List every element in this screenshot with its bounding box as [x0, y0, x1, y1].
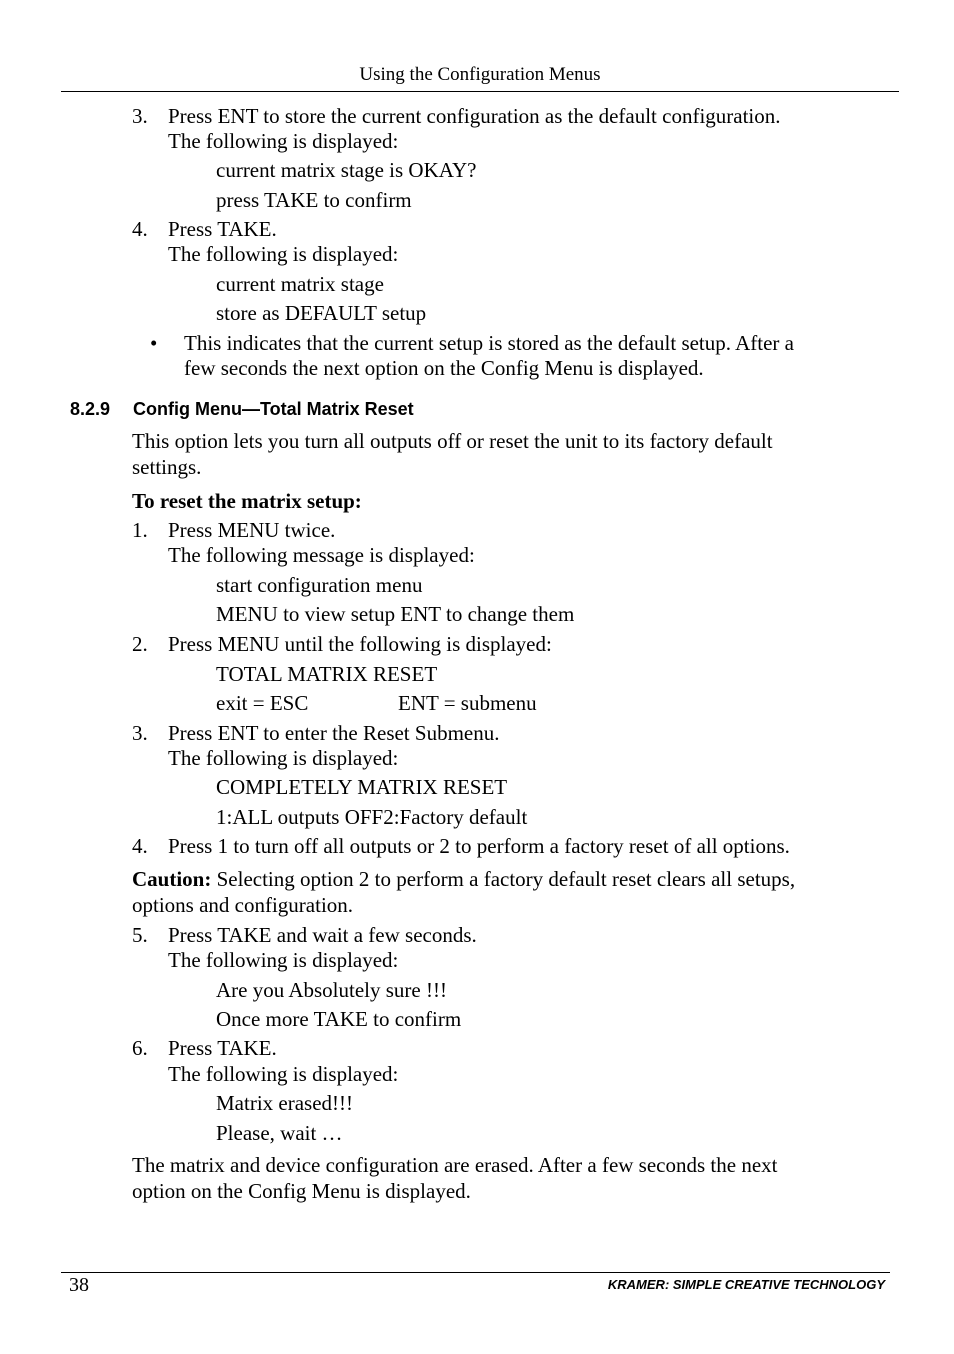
- display-line: ENT = submenu: [398, 691, 537, 715]
- display-line: Are you Absolutely sure !!!: [216, 978, 447, 1002]
- step-text: The following is displayed:: [168, 242, 399, 266]
- display-line: current matrix stage: [216, 272, 384, 296]
- step-text: Press MENU until the following is displayed:: [168, 632, 552, 656]
- caution-label: Caution:: [132, 867, 212, 891]
- display-line: TOTAL MATRIX RESET: [216, 662, 438, 686]
- step-text: The following is displayed:: [168, 746, 399, 770]
- step-text: Press TAKE.: [168, 1036, 277, 1060]
- display-line: 1:ALL outputs OFF2:Factory default: [216, 805, 528, 829]
- step-number: 2.: [132, 632, 148, 656]
- footer-brand: KRAMER: SIMPLE CREATIVE TECHNOLOGY: [607, 1277, 885, 1292]
- step-number: 3.: [132, 104, 148, 128]
- closing-text: option on the Config Menu is displayed.: [132, 1179, 471, 1203]
- step-text: Press ENT to store the current configuration as the default configuration.: [168, 104, 781, 128]
- step-text: The following is displayed:: [168, 129, 399, 153]
- step-number: 5.: [132, 923, 148, 947]
- step-number: 1.: [132, 518, 148, 542]
- page-number: 38: [69, 1274, 89, 1296]
- step-text: Press TAKE.: [168, 217, 277, 241]
- step-text: Press TAKE and wait a few seconds.: [168, 923, 477, 947]
- running-header: Using the Configuration Menus: [359, 64, 601, 85]
- display-line: Matrix erased!!!: [216, 1091, 354, 1115]
- step-number: 3.: [132, 721, 148, 745]
- closing-text: The matrix and device configuration are erased. After a few seconds the next: [132, 1153, 778, 1177]
- display-line: store as DEFAULT setup: [216, 301, 427, 325]
- intro-text: settings.: [132, 455, 202, 479]
- step-text: The following is displayed:: [168, 1062, 399, 1086]
- display-line: Once more TAKE to confirm: [216, 1007, 462, 1031]
- bullet-text: few seconds the next option on the Config Menu is displayed.: [184, 356, 704, 380]
- step-number: 4.: [132, 217, 148, 241]
- step-text: Press ENT to enter the Reset Submenu.: [168, 721, 500, 745]
- bullet-text: This indicates that the current setup is stored as the default setup. After a: [184, 331, 794, 355]
- header-rule: [61, 91, 899, 92]
- step-text: The following is displayed:: [168, 948, 399, 972]
- display-line: current matrix stage is OKAY?: [216, 158, 477, 182]
- display-line: MENU to view setup ENT to change them: [216, 602, 575, 626]
- section-number: 8.2.9: [70, 399, 111, 419]
- display-line: press TAKE to confirm: [216, 188, 412, 212]
- step-number: 4.: [132, 834, 148, 858]
- footer-rule: [61, 1272, 890, 1273]
- bullet-icon: •: [150, 331, 158, 355]
- step-number: 6.: [132, 1036, 148, 1060]
- section-title: Config Menu—Total Matrix Reset: [133, 399, 414, 419]
- display-line: Please, wait …: [216, 1121, 343, 1145]
- procedure-heading: To reset the matrix setup:: [132, 489, 362, 513]
- step-text: Press MENU twice.: [168, 518, 336, 542]
- caution-text: Selecting option 2 to perform a factory default reset clears all setups,: [211, 867, 796, 891]
- display-line: exit = ESC: [216, 691, 309, 715]
- caution-text: options and configuration.: [132, 893, 354, 917]
- caution-note: [132, 866, 795, 892]
- display-line: start configuration menu: [216, 573, 423, 597]
- step-text: Press 1 to turn off all outputs or 2 to perform a factory reset of all options.: [168, 834, 790, 858]
- step-text: The following message is displayed:: [168, 543, 475, 567]
- display-line: COMPLETELY MATRIX RESET: [216, 775, 508, 799]
- intro-text: This option lets you turn all outputs off or reset the unit to its factory default: [132, 429, 773, 453]
